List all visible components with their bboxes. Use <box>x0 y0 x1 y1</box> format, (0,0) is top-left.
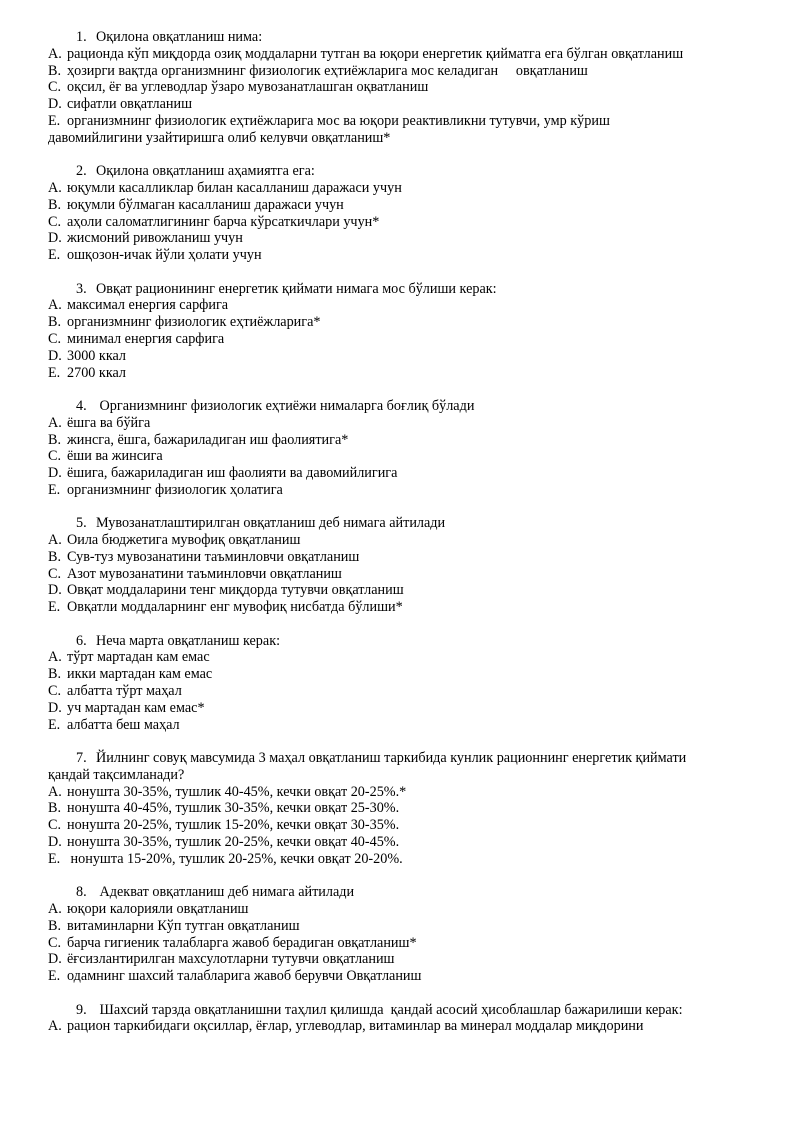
answer-option <box>48 96 760 113</box>
option-letter: C. <box>48 448 62 465</box>
option-text: ёшга ва бўйга <box>67 414 151 431</box>
option-text: организмнинг физиологик ҳолатига <box>67 481 283 498</box>
option-letter: B. <box>48 196 62 213</box>
option-text: одамнинг шахсий талабларига жавоб берувчи Овқатланиш <box>67 968 422 985</box>
option-text: 2700 ккал <box>67 364 126 381</box>
option-letter: D. <box>48 347 62 364</box>
answer-option <box>48 666 760 683</box>
answer-option <box>48 465 760 482</box>
answer-option <box>48 79 760 96</box>
option-text: рацион таркибидаги оқсиллар, ёғлар, углеводлар, витаминлар ва минерал моддалар миқдорини <box>67 1018 644 1035</box>
option-text: витаминларни Кўп тутган овқатланиш <box>67 917 300 934</box>
question-title <box>48 750 760 767</box>
question-number: 9. <box>76 1001 87 1018</box>
option-letter: E. <box>48 716 61 733</box>
question-8 <box>48 884 760 985</box>
option-letter: C. <box>48 79 62 96</box>
option-text: Овқатли моддаларнинг енг мувофиқ нисбатда бўлиши* <box>67 599 403 616</box>
option-text: нонушта 15-20%, тушлик 20-25%, кечки овқат 20-20%. <box>67 850 403 867</box>
option-text: Сув-туз мувозанатини таъминловчи овқатланиш <box>67 548 360 565</box>
option-letter: D. <box>48 834 62 851</box>
option-text: минимал енергия сарфига <box>67 330 225 347</box>
question-text: Оқилона овқатланиш аҳамиятга ега: <box>96 163 315 180</box>
answer-option <box>48 197 760 214</box>
option-letter: A. <box>48 297 62 314</box>
answer-option <box>48 901 760 918</box>
question-text: Адекват овқатланиш деб нимага айтилади <box>96 884 355 901</box>
answer-option <box>48 549 760 566</box>
option-letter: A. <box>48 783 62 800</box>
option-text: жинсга, ёшга, бажариладиган иш фаолиятига* <box>67 431 349 448</box>
option-text: Оила бюджетига мувофиқ овқатланиш <box>67 532 301 549</box>
option-letter: C. <box>48 565 62 582</box>
option-letter: A. <box>48 45 62 62</box>
answer-option <box>48 784 760 801</box>
question-number: 4. <box>76 397 87 414</box>
option-text: 3000 ккал <box>67 347 126 364</box>
option-text: тўрт мартадан кам емас <box>67 649 210 666</box>
answer-option <box>48 63 760 80</box>
question-7 <box>48 750 760 868</box>
option-letter: D. <box>48 230 62 247</box>
option-letter: E. <box>48 364 61 381</box>
answer-option <box>48 800 760 817</box>
answer-option <box>48 566 760 583</box>
option-letter: D. <box>48 951 62 968</box>
option-text: нонушта 40-45%, тушлик 30-35%, кечки овқат 25-30%. <box>67 800 400 817</box>
answer-option <box>48 365 760 382</box>
question-title <box>48 29 760 46</box>
question-title <box>48 884 760 901</box>
question-2 <box>48 163 760 264</box>
option-text: ҳозирги вақтда организмнинг физиологик еҳтиёжларига мос келадиган овқатланиш <box>67 62 588 79</box>
option-letter: B. <box>48 800 62 817</box>
option-text: рационда кўп миқдорда озиқ моддаларни тутган ва юқори енергетик қийматга ега бўлган овқатланиш <box>67 45 684 62</box>
answer-option <box>48 331 760 348</box>
question-number: 1. <box>76 29 87 45</box>
option-letter: B. <box>48 917 62 934</box>
answer-option <box>48 113 760 130</box>
option-text: икки мартадан кам емас <box>67 666 213 683</box>
option-letter: B. <box>48 314 62 331</box>
answer-option <box>48 448 760 465</box>
option-text: юқумли бўлмаган касалланиш даражаси учун <box>67 196 344 213</box>
option-letter: C. <box>48 817 62 834</box>
option-letter: D. <box>48 699 62 716</box>
option-text: юқори калорияли овқатланиш <box>67 901 249 918</box>
option-text: давомийлигини узайтиришга олиб келувчи овқатланиш* <box>48 129 391 146</box>
answer-option <box>48 918 760 935</box>
option-text: ёшига, бажариладиган иш фаолияти ва давомийлигига <box>67 465 398 482</box>
option-text: организмнинг физиологик еҳтиёжларига* <box>67 314 321 331</box>
question-text: Шахсий тарзда овқатланишни таҳлил қилишда қандай асосий ҳисоблашлар бажарилиши керак: <box>96 1001 683 1018</box>
option-letter: C. <box>48 330 62 347</box>
question-title <box>48 515 760 532</box>
option-letter: B. <box>48 548 62 565</box>
option-letter: D. <box>48 96 62 113</box>
question-text: Неча марта овқатланиш керак: <box>96 632 281 649</box>
answer-option <box>48 851 760 868</box>
answer-option <box>48 649 760 666</box>
option-letter: A. <box>48 1018 62 1035</box>
answer-option <box>48 817 760 834</box>
question-title <box>48 163 760 180</box>
option-text: ёғсизлантирилган махсулотларни тутувчи овқатланиш <box>67 951 395 968</box>
option-letter: E. <box>48 481 61 498</box>
option-letter: E. <box>48 968 61 985</box>
option-text: ошқозон-ичак йўли ҳолати учун <box>67 247 262 264</box>
option-letter: E. <box>48 850 61 867</box>
answer-option <box>48 482 760 499</box>
option-letter: A. <box>48 414 62 431</box>
option-text: нонушта 30-35%, тушлик 20-25%, кечки овқат 40-45%. <box>67 834 400 851</box>
answer-option <box>48 415 760 432</box>
option-letter: D. <box>48 582 62 599</box>
answer-option <box>48 599 760 616</box>
question-title <box>48 633 760 650</box>
option-letter: B. <box>48 666 62 683</box>
question-number: 5. <box>76 515 87 532</box>
question-text: Йилнинг совуқ мавсумида 3 маҳал овқатланиш таркибида кунлик рационнинг енергетик қиймати <box>96 750 687 767</box>
option-text: аҳоли саломатлигининг барча кўрсаткичлари учун* <box>67 213 380 230</box>
answer-option <box>48 582 760 599</box>
option-letter: B. <box>48 431 62 448</box>
option-text: сифатли овқатланиш <box>67 96 193 113</box>
question-title <box>48 398 760 415</box>
option-text: албатта беш маҳал <box>67 716 180 733</box>
answer-option <box>48 951 760 968</box>
answer-option <box>48 297 760 314</box>
option-text: Овқат моддаларини тенг миқдорда тутувчи овқатланиш <box>67 582 404 599</box>
option-letter: A. <box>48 532 62 549</box>
answer-option <box>48 46 760 63</box>
answer-option <box>48 700 760 717</box>
answer-option <box>48 247 760 264</box>
answer-option <box>48 432 760 449</box>
option-text: барча гигиеник талабларга жавоб берадиган овқатланиш* <box>67 934 417 951</box>
option-letter: A. <box>48 901 62 918</box>
option-letter: E. <box>48 247 61 264</box>
option-text: Азот мувозанатини таъминловчи овқатланиш <box>67 565 342 582</box>
answer-option <box>48 230 760 247</box>
question-number: 3. <box>76 280 87 297</box>
option-letter: E. <box>48 112 61 129</box>
answer-option <box>48 968 760 985</box>
question-text: Организмнинг физиологик еҳтиёжи нималарга боғлиқ бўлади <box>96 397 475 414</box>
answer-option <box>48 683 760 700</box>
option-letter: C. <box>48 213 62 230</box>
answer-option <box>48 935 760 952</box>
answer-option <box>48 1018 760 1035</box>
answer-option <box>48 130 760 147</box>
question-title <box>48 281 760 298</box>
option-letter: C. <box>48 934 62 951</box>
answer-option <box>48 834 760 851</box>
question-number: 2. <box>76 163 87 180</box>
question-1 <box>48 29 760 147</box>
question-number: 7. <box>76 750 87 767</box>
answer-option <box>48 314 760 331</box>
answer-option <box>48 180 760 197</box>
question-3 <box>48 281 760 382</box>
answer-option <box>48 348 760 365</box>
option-text: юқумли касалликлар билан касалланиш даражаси учун <box>67 179 402 196</box>
option-text: уч мартадан кам емас* <box>67 699 205 716</box>
question-title <box>48 767 760 784</box>
answer-option <box>48 214 760 231</box>
question-4 <box>48 398 760 499</box>
question-text: Овқат рационининг енергетик қиймати нимага мос бўлиши керак: <box>96 280 497 297</box>
question-number: 6. <box>76 632 87 649</box>
question-number: 8. <box>76 884 87 901</box>
question-6 <box>48 633 760 734</box>
option-text: оқсил, ёғ ва углеводлар ўзаро мувозанатлашган оқватланиш <box>67 79 429 96</box>
question-9 <box>48 1002 760 1036</box>
question-text: Оқилона овқатланиш нима: <box>96 29 263 45</box>
question-title <box>48 1002 760 1019</box>
question-5 <box>48 515 760 616</box>
option-letter: B. <box>48 62 62 79</box>
option-letter: E. <box>48 599 61 616</box>
option-text: албатта тўрт маҳал <box>67 683 182 700</box>
option-letter: A. <box>48 179 62 196</box>
option-letter: D. <box>48 465 62 482</box>
option-letter: A. <box>48 649 62 666</box>
answer-option <box>48 532 760 549</box>
option-text: нонушта 20-25%, тушлик 15-20%, кечки овқат 30-35%. <box>67 817 400 834</box>
option-text: нонушта 30-35%, тушлик 40-45%, кечки овқат 20-25%.* <box>67 783 407 800</box>
option-letter: C. <box>48 683 62 700</box>
answer-option <box>48 717 760 734</box>
option-text: жисмоний ривожланиш учун <box>67 230 243 247</box>
option-text: ёши ва жинсига <box>67 448 163 465</box>
option-text: организмнинг физиологик еҳтиёжларига мос ва юқори реактивликни тутувчи, умр кўриш <box>67 112 610 129</box>
question-text: Мувозанатлаштирилган овқатланиш деб нимага айтилади <box>96 515 446 532</box>
option-text: максимал енергия сарфига <box>67 297 229 314</box>
question-text: қандай тақсимланади? <box>48 766 185 783</box>
